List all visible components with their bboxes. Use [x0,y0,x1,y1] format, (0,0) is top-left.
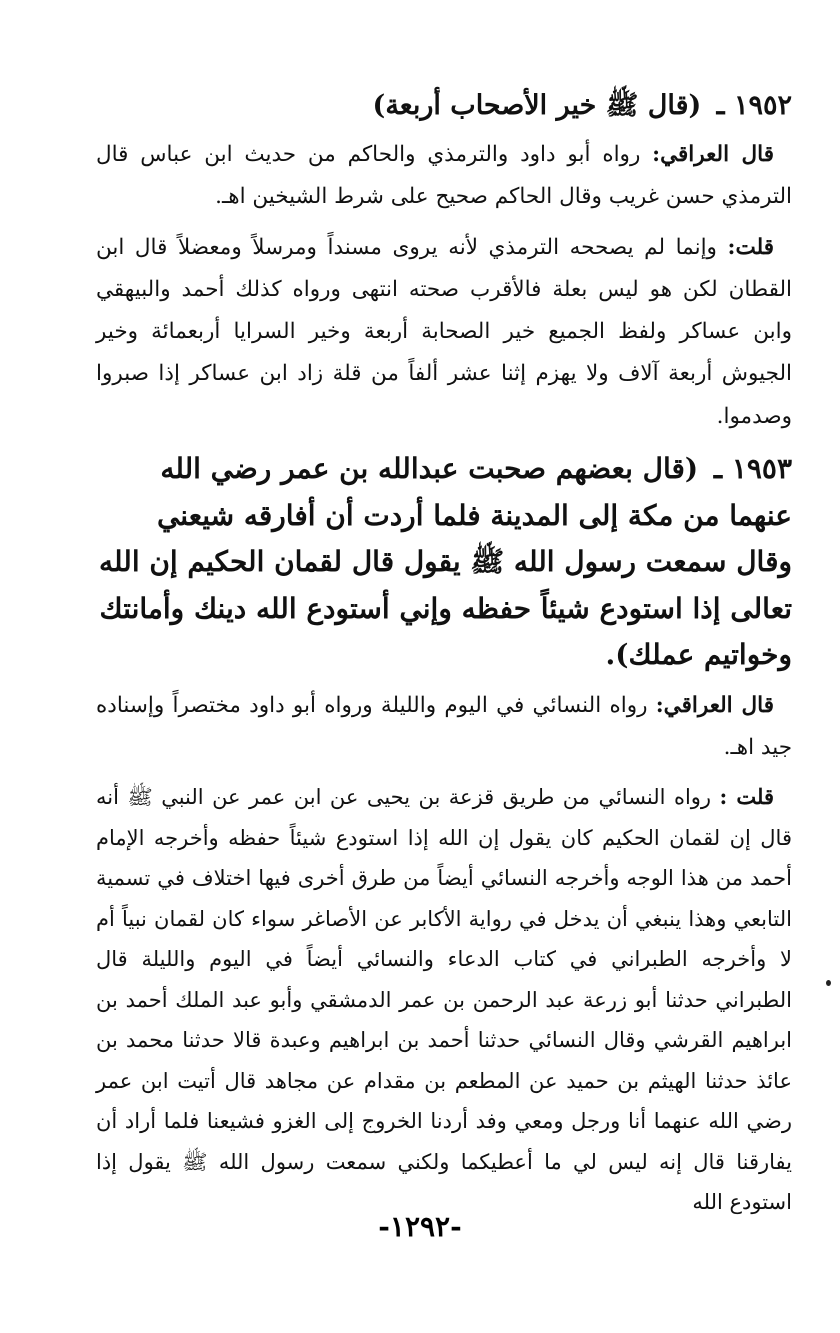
commentary-paragraph [96,777,792,1223]
commentary-label: قال العراقي: [652,142,774,167]
entry-heading [96,446,792,679]
commentary-text: رواه النسائي في اليوم والليلة ورواه أبو داود مختصراً وإسناده جيد اهـ. [96,692,792,760]
commentary-paragraph [96,134,792,219]
page-number: -١٢٩٢- [378,1210,462,1243]
entry-number: ١٩٥٢ ـ [716,90,792,121]
commentary-label: قال العراقي: [655,692,774,718]
commentary-paragraph [96,685,792,770]
commentary-text: وإنما لم يصححه الترمذي لأنه يروى مسنداً ومرسلاً ومعضلاً قال ابن القطان لكن هو ليس بعلة فالأقرب صحته انتهى ورواه كذلك أحمد والبيهقي وابن عساكر ولفظ الجميع خير الصحابة أربعة وخير السرايا أربعمائة وخير الجيوش أربعة آلاف ولا يهزم إثنا عشر ألفاً من قلة زاد ابن عساكر إذا صبروا وصدموا. [96,234,792,429]
commentary-text: رواه النسائي من طريق قزعة بن يحيى عن ابن عمر عن النبي ﷺ أنه قال إن لقمان الحكيم كان يقول إن الله إذا استودع شيئاً حفظه وأخرجه الإمام أحمد من هذا الوجه وأخرجه النسائي أيضاً من طرق أخرى فيها اختلاف في تسمية التابعي وهذا ينبغي أن يدخل في رواية الأكابر عن الأصاغر سواء كان لقمان نبياً أم لا وأخرجه الطبراني في كتاب الدعاء والنسائي أيضاً في اليوم والليلة قال الطبراني حدثنا أبو زرعة عبد الرحمن بن عمر الدمشقي وأبو عبد الملك أحمد بن ابراهيم القرشي وقال النسائي حدثنا أحمد بن ابراهيم وعبدة قالا حدثنا محمد بن عائذ حدثنا الهيثم بن حميد عن المطعم بن مقدام عن مجاهد قال أتيت ابن عمر رضي الله عنهما أنا ورجل ومعي وفد أردنا الخروج إلى الغزو فشيعنا فلما أراد أن يفارقنا قال إنه ليس لي ما أعطيكما ولكني سمعت رسول الله ﷺ يقول إذا استودع الله [96,785,792,1215]
entry-title: (قال بعضهم صحبت عبدالله بن عمر رضي الله عنهما من مكة إلى المدينة فلما أردت أن أفارقه شيعني وقال سمعت رسول الله ﷺ يقول قال لقمان الحكيم إن الله تعالى إذا استودع شيئاً حفظه وإني أستودع الله دينك وأمانتك وخواتيم عملك). [99,452,792,672]
entry-number: ١٩٥٣ ـ [713,452,792,486]
page-body [96,82,792,1223]
entry-1952 [96,82,792,438]
commentary-paragraph [96,227,792,438]
commentary-label: قلت: [727,234,774,260]
commentary-label: قلت : [719,784,774,810]
entry-heading [96,82,792,130]
commentary-text: رواه أبو داود والترمذي والحاكم من حديث ابن عباس قال الترمذي حسن غريب وقال الحاكم صحيح على شرط الشيخين اهـ. [96,142,792,210]
entry-1953 [96,446,792,1223]
entry-title: (قال ﷺ خير الأصحاب أربعة) [372,90,702,121]
scan-mark [826,980,831,986]
